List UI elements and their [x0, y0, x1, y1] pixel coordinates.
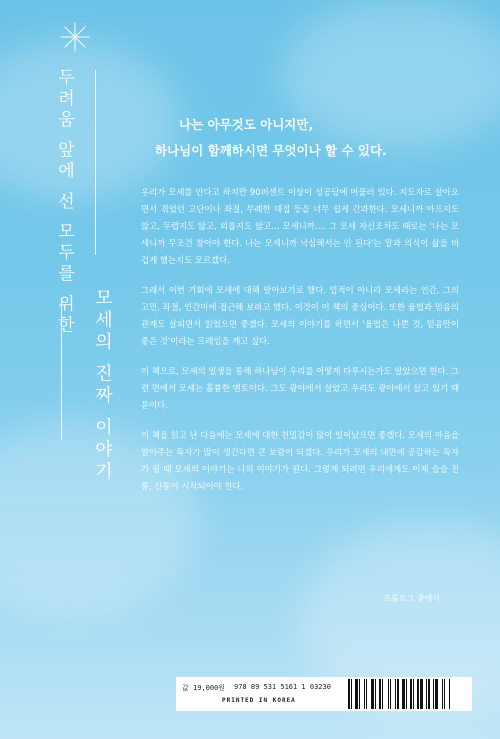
barcode-bar: [413, 679, 414, 709]
barcode-bar: [353, 679, 354, 709]
price-label: 값 19,000원: [182, 684, 226, 692]
barcode-bar: [382, 679, 383, 709]
barcode-bar: [442, 679, 443, 709]
sparkle-star-icon: [60, 22, 90, 52]
barcode-bars: [348, 677, 472, 711]
excerpt-source: 프롤로그 중에서: [383, 594, 440, 603]
barcode-bar: [439, 679, 441, 709]
barcode-bar: [384, 679, 387, 709]
barcode-bar: [402, 679, 405, 709]
barcode-bar: [435, 679, 438, 709]
barcode-bar: [355, 679, 358, 709]
barcode-bar: [428, 679, 430, 709]
barcode-bar: [351, 679, 352, 709]
barcode-panel: [176, 677, 472, 711]
barcode-bar: [366, 679, 367, 709]
isbn-number: 978 89 531 5161 1 03230: [234, 683, 331, 691]
barcode-bar: [446, 679, 448, 709]
barcode-bar: [424, 679, 425, 709]
paragraph: 이 책을 읽고 난 다음에는 모세에 대한 친밀감이 많이 일어났으면 좋겠다. 모세의 마음을 알아주는 독자가 많이 생긴다면 큰 보람이 되겠다. 우리가 모세의 내면에 공감하는 독자가 될 때 모세의 이야기는 나의 이야기가 된다. 그렇게 되려면 우리에게도 이제 슬슬 진통, 산통이 시작되어야 한다.: [141, 430, 459, 491]
barcode-bar: [364, 679, 365, 709]
barcode-bar: [375, 679, 376, 709]
barcode-bar: [400, 679, 401, 709]
barcode-bar: [420, 679, 423, 709]
barcode-bar: [397, 679, 399, 709]
barcode-bar: [431, 679, 432, 709]
barcode-bar: [390, 679, 391, 709]
barcode-bar: [417, 679, 419, 709]
barcode-bar: [388, 679, 389, 709]
barcode-bar: [348, 679, 350, 709]
barcode-bar: [408, 679, 409, 709]
barcode-bar: [371, 679, 374, 709]
barcode-bar: [368, 679, 370, 709]
barcode-bar: [444, 679, 445, 709]
barcode-bar: [395, 679, 396, 709]
barcode-bar: [426, 679, 427, 709]
headline: [155, 112, 475, 164]
paragraph: 그래서 이번 기회에 모세에 대해 알아보기로 했다. 업적이 아니라 모세라는 인간, 그의 고민, 좌절, 인간미에 접근해 보려고 했다. 이것이 이 책의 중심이다. 또한 율법과 믿음의 관계도 살피면서 읽었으면 좋겠다. 모세의 이야기를 하면서 '율법은 나쁜 것, 믿음만이 좋은 것'이라는 프레임을 깨고 싶다.: [141, 285, 459, 346]
book-subtitle: 두려움 앞에 선 모두를 위한: [54, 68, 74, 337]
barcode-bar: [377, 679, 378, 709]
barcode-bar: [415, 679, 416, 709]
printed-in-label: PRINTED IN KOREA: [222, 697, 296, 704]
prologue-excerpt: [141, 184, 459, 508]
paragraph: 우리가 모세를 안다고 하지만 90퍼센트 이상이 성공담에 머물러 있다. 지도자로 살아오면서 겪었던 고단이나 좌절, 무례한 대접 등을 너무 쉽게 간과한다. 모세니까 아프지도 않고, 두렵지도 않고, 외롭지도 않고… 모세니까…. 그 모세 자신조차도 때로는 '나는 모세니까 무조건 참아야 한다. 나는 모세니까 낙심해서는 안 된다'는 말과 의식이 삶을 버겁게 했는지도 모르겠다.: [141, 187, 459, 265]
barcode-bar: [449, 679, 450, 709]
barcode-bar: [410, 679, 412, 709]
barcode-bar: [433, 679, 434, 709]
barcode-bar: [361, 679, 363, 709]
decorative-divider: [95, 70, 96, 255]
headline-line-1: 나는 아무것도 아니지만,: [179, 117, 314, 132]
paragraph: 이 책으로, 모세의 일생을 통해 하나님이 우리를 어떻게 다루시는가도 알았으면 한다. 그런 면에서 모세는 훌륭한 멘토이다. 그도 광야에서 살았고 우리도 광야에서 살고 있기 때문이다.: [141, 366, 459, 410]
barcode-bar: [392, 679, 394, 709]
book-title: 모세의 진짜 이야기: [92, 288, 113, 484]
background-cloud: [0, 40, 180, 200]
barcode-info: [176, 677, 348, 711]
headline-line-2: 하나님이 함께하시면 무엇이나 할 수 있다.: [155, 143, 387, 158]
barcode-bar: [359, 679, 360, 709]
barcode-bar: [379, 679, 381, 709]
barcode-bar: [406, 679, 407, 709]
